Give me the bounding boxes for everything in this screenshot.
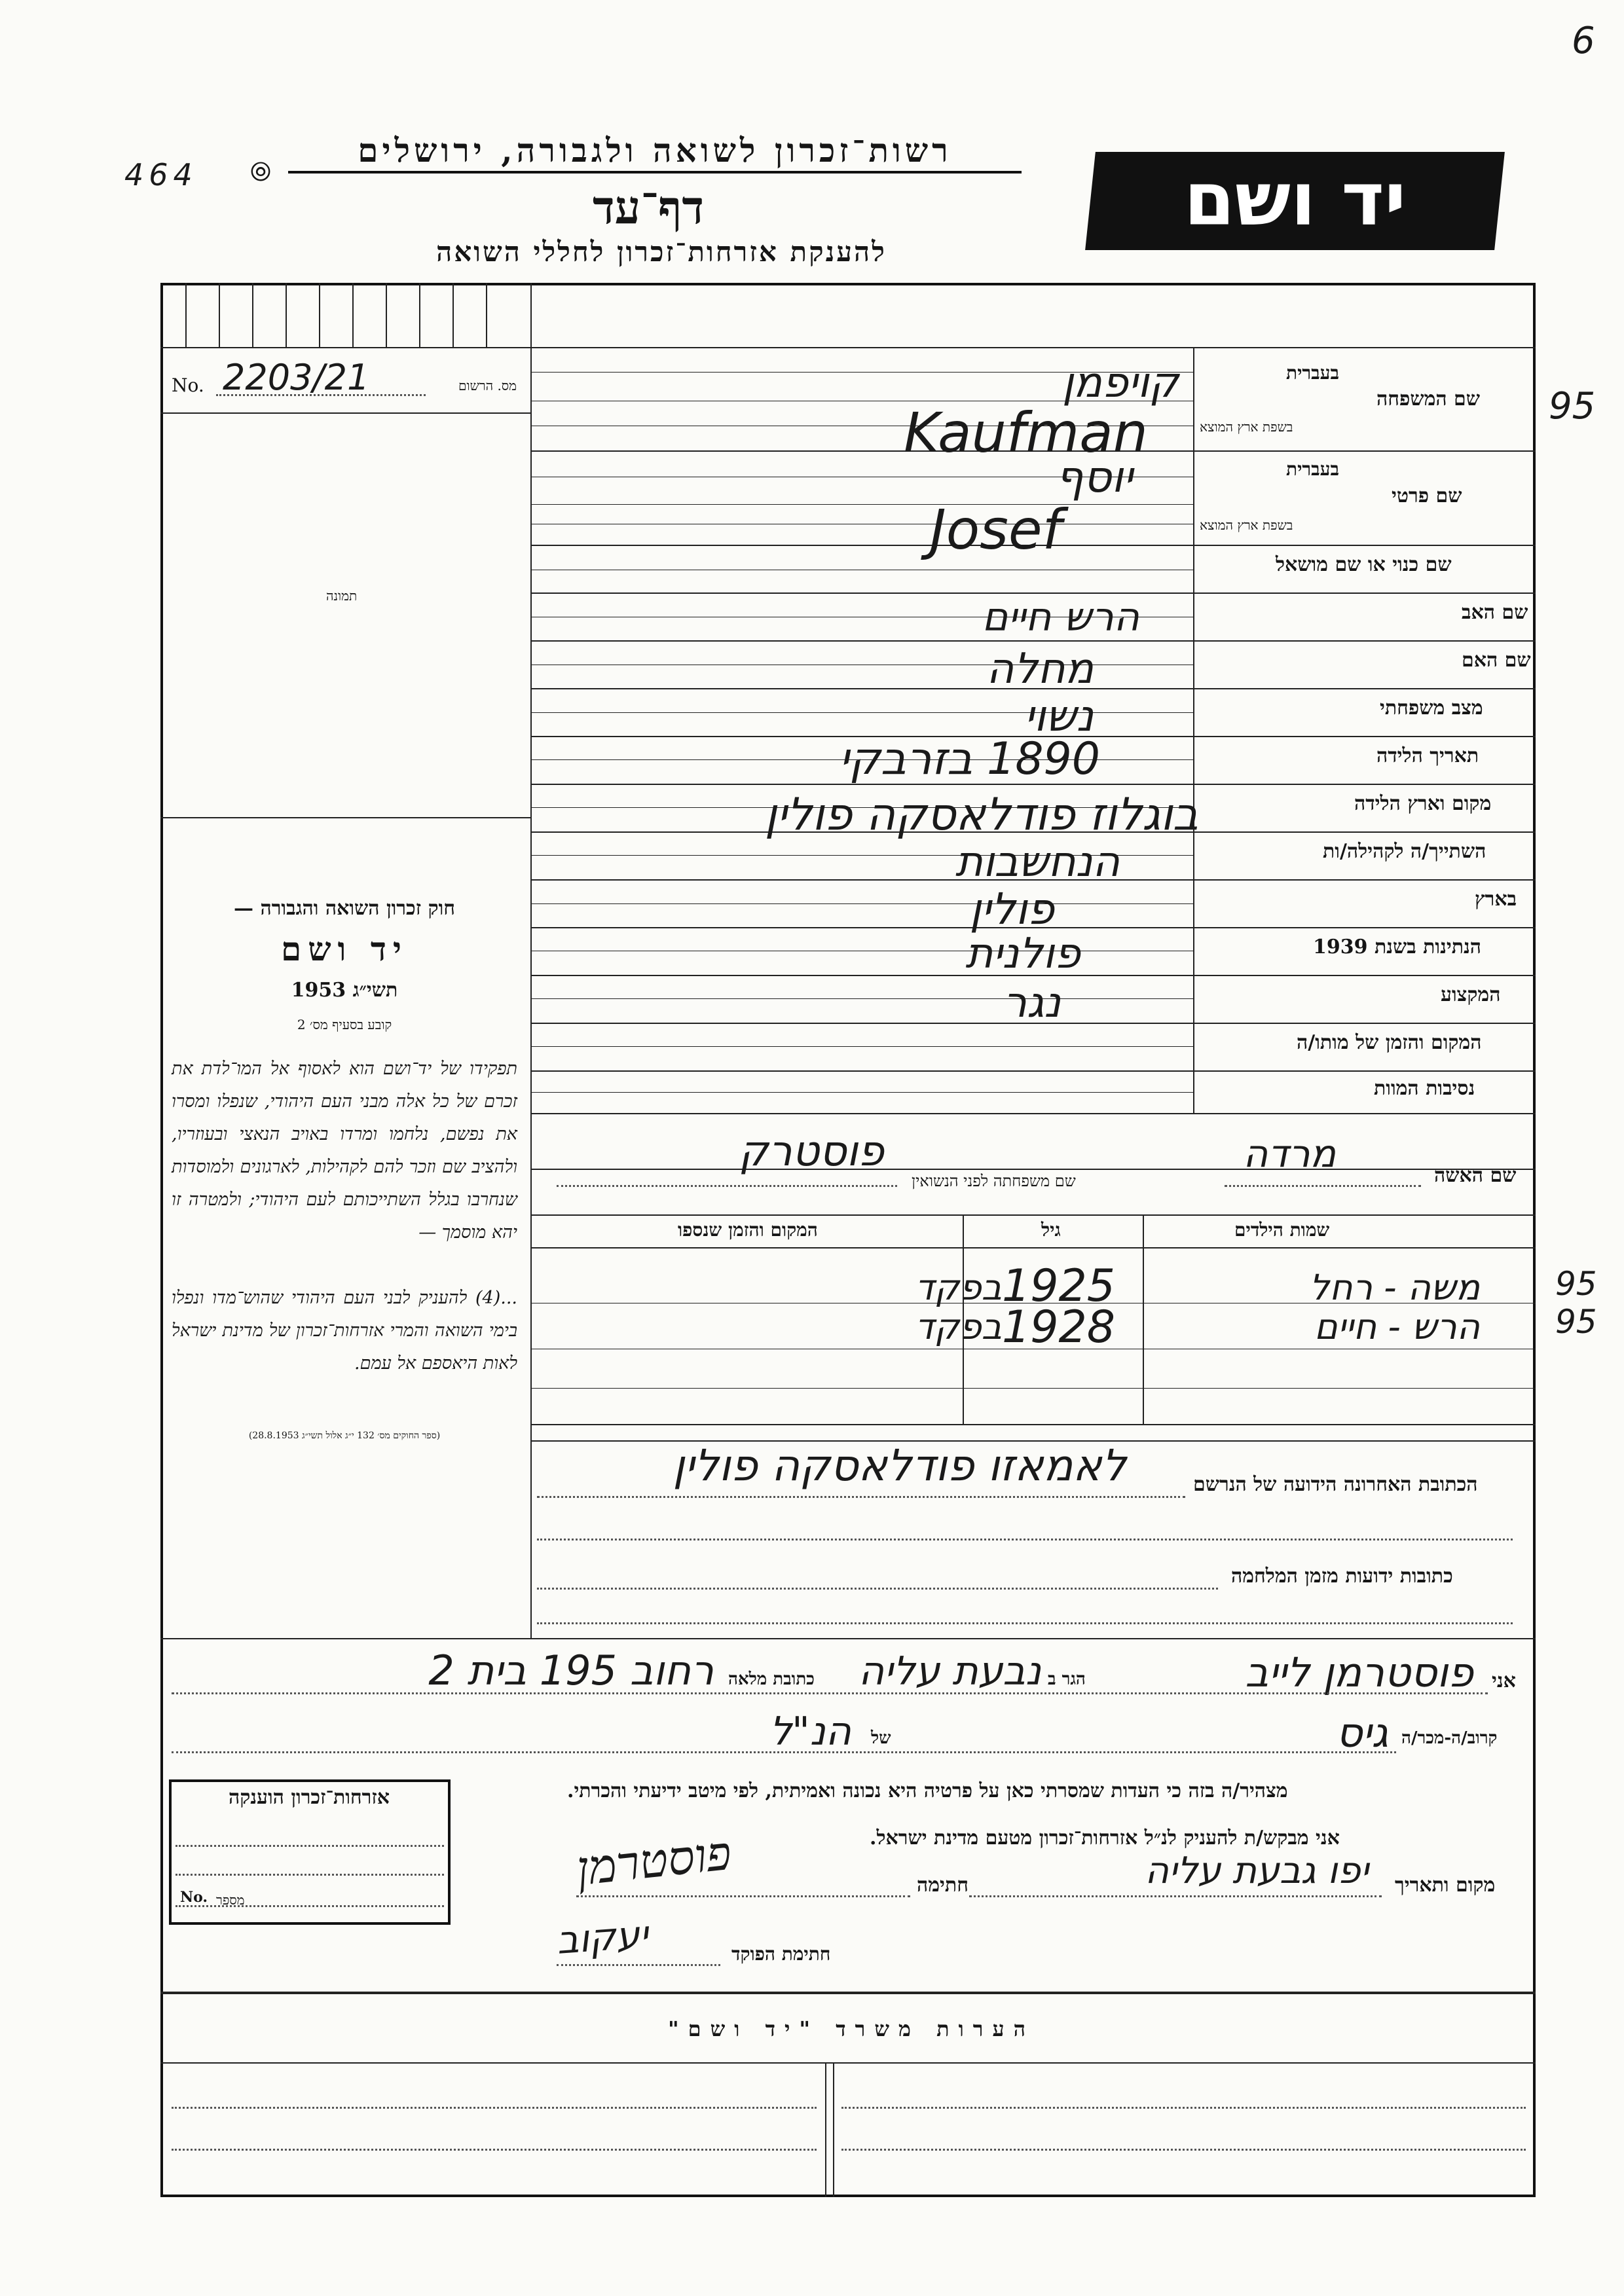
registration-label: מס. הרשום [458, 378, 517, 393]
label-country: בארץ [1475, 888, 1517, 911]
form-subtitle: להענקת אזרחות־זכרון לחללי השואה [436, 236, 887, 268]
declarant-signature: פוסטרמן [574, 1825, 734, 1897]
law-year: תשי״ג 1953 [291, 979, 398, 1002]
label-officer-signature: חתימת הפוקד [731, 1943, 831, 1965]
award-number-label: מספר [216, 1892, 245, 1908]
label-resides: הגר ב [1048, 1669, 1086, 1689]
label-wartime-addresses: כתובות ידועות מזמן המלחמה [1231, 1565, 1453, 1588]
side-number: 464 [124, 157, 198, 192]
label-origin-lang-2: בשפת ארץ המוצא [1200, 517, 1293, 533]
label-marital: מצב משפחתי [1380, 697, 1483, 720]
label-birth-date: תאריך הלידה [1376, 744, 1479, 767]
child-1-age: 1925 [1002, 1260, 1116, 1312]
value-surname-origin: Kaufman [904, 401, 1148, 465]
label-first-name: שם פרטי [1392, 484, 1462, 507]
declarant-relation: גיס [1336, 1709, 1388, 1757]
law-source: (ספר החוקים מס׳ 132 י״ג אלול תשי״ג 28.8.1953) [248, 1430, 441, 1441]
child-2-margin: 95 [1555, 1303, 1597, 1341]
law-title: חוק זכרון השואה והגבורה — [234, 897, 455, 920]
value-citizenship: פולין [969, 884, 1054, 934]
label-of: של [871, 1728, 891, 1748]
child-1-place: בפקד [915, 1267, 1002, 1308]
law-name: יד ושם [281, 930, 408, 968]
label-death-circumstances: נסיבות המוות [1374, 1077, 1475, 1100]
value-father: הרש חיים [982, 594, 1139, 640]
label-maiden-name: שם משפחתה לפני הנשואין [912, 1172, 1076, 1190]
award-title: אזרחות־זכרון הוענקה [228, 1786, 390, 1809]
photo-label: תמונה [326, 588, 358, 604]
value-profession: פולנית [965, 930, 1080, 978]
award-no-label: No. [180, 1889, 208, 1906]
yad-vashem-logo-text: יד ושם [1183, 157, 1407, 242]
label-father: שם האב [1462, 601, 1528, 624]
child-2-age: 1928 [1002, 1302, 1116, 1353]
label-citizenship: הנתינות בשנת 1939 [1313, 936, 1482, 958]
value-wife: מרדה [1243, 1131, 1336, 1176]
child-1-name: משה - רחל [1309, 1267, 1480, 1308]
label-birth-place: מקום וארץ הלידה [1354, 792, 1492, 815]
declarant-city: נבעת עליה [858, 1649, 1041, 1694]
value-first-origin: Josef [930, 498, 1062, 562]
value-country: הנחשבות [955, 838, 1120, 886]
label-death-place: המקום והזמן של מותו/ה [1297, 1031, 1482, 1054]
value-maiden: פוסטרק [739, 1127, 884, 1176]
label-full-address: כתובת מלאה [728, 1669, 815, 1689]
law-paragraph-1: תפקידו של יד־ושם הוא לאסוף אל המו־לדת את זכרם של כל אלה מבני העם היהודי, שנפלו ומסרו את נפשם, נלחמו ומרדו באויב הנאצי ובעוזריו, ולהציב שם וזכר להם לקהילות, לארגונים ולמוסדות שנחרבו בגלל השתייכותם לעם היהודי; ולמטרה זו יהא מוסמך — [172, 1059, 517, 1243]
label-age: גיל [1041, 1219, 1061, 1241]
side-mark-icon: ⦾ [250, 157, 271, 187]
label-signature: חתימה [917, 1874, 969, 1897]
registration-no-label: No. [172, 374, 204, 396]
authority-line: רשות־זכרון לשואה ולגבורה, ירושלים [288, 131, 1022, 173]
value-community: בוגלוז פודלאסקה פולין [764, 789, 1198, 841]
label-surname: שם המשפחה [1376, 388, 1481, 410]
value-marital: נשוי [1024, 691, 1094, 741]
child-1-margin: 95 [1555, 1265, 1597, 1303]
value-last-address: לאמאזו פודלאסקה פולין [673, 1440, 1126, 1491]
label-profession: המקצוע [1441, 983, 1501, 1006]
value-death: נגר [1003, 979, 1061, 1027]
label-relation: קרוב/ה-מכר/ה [1401, 1728, 1498, 1748]
label-children-names: שמות הילדים [1234, 1219, 1330, 1241]
child-2-place: בפקד [915, 1306, 1002, 1347]
value-first-hebrew: יוסף [1056, 452, 1133, 502]
margin-mark-surname: 95 [1549, 385, 1596, 428]
declarant-name: פוסטרמן לייב [1245, 1649, 1473, 1696]
label-wife: שם האשה [1434, 1164, 1517, 1187]
label-place-date: מקום ותאריך [1395, 1874, 1496, 1897]
label-in-hebrew-1: בעברית [1286, 362, 1340, 384]
child-2-name: הרש - חיים [1314, 1306, 1480, 1347]
law-section: קובע בסעיף מס׳ 2 [297, 1017, 392, 1032]
declarant-address: רחוב 195 בית 2 [428, 1647, 714, 1694]
law-paragraph-2: ...(4) להעניק לבני העם היהודי שהוש־מדו ונפלו בימי השואה והמרי אזרחות־זכרון של מדינת ישראל לאות היאספם אל עמם. [172, 1288, 517, 1374]
label-in-hebrew-2: בעברית [1286, 458, 1340, 480]
office-notes-title: הערות משרד "יד ושם" [667, 2016, 1035, 2041]
form-title: דף־עד [592, 180, 704, 234]
value-birth: 1890 בזרבקי [839, 733, 1100, 785]
label-nickname: שם כנוי או שם מושאל [1276, 553, 1452, 576]
officer-signature: יעקוב [555, 1912, 650, 1963]
value-mother: מחלה [986, 645, 1094, 693]
declarant-place-date: יפו גבעת עליה [1145, 1850, 1369, 1892]
statement-1: מצהיר/ה בזה כי העדות שמסרתי כאן על פרטיה היא נכונה ואמיתית, לפי מיטב ידיעתי והכרתי. [567, 1779, 1288, 1802]
label-me: אני [1492, 1669, 1516, 1692]
statement-2: אני מבקש/ת להעניק לנ״ל אזרחות־זכרון מטעם מדינת ישראל. [870, 1827, 1340, 1850]
declarant-of: הנ"ל [769, 1709, 851, 1755]
registration-number: 2203/21 [223, 357, 370, 398]
value-surname-hebrew: קויפמן [1061, 359, 1179, 407]
label-origin-lang-1: בשפת ארץ המוצא [1200, 419, 1293, 435]
label-mother: שם האם [1462, 649, 1531, 672]
label-place-time-perished: המקום והזמן שנספו [678, 1219, 818, 1241]
label-community: השתייך/ה לקהילה/ות [1323, 840, 1486, 863]
corner-mark: 6 [1572, 20, 1595, 62]
label-last-address: הכתובת האחרונה הידועה של הנרשם [1193, 1473, 1478, 1496]
